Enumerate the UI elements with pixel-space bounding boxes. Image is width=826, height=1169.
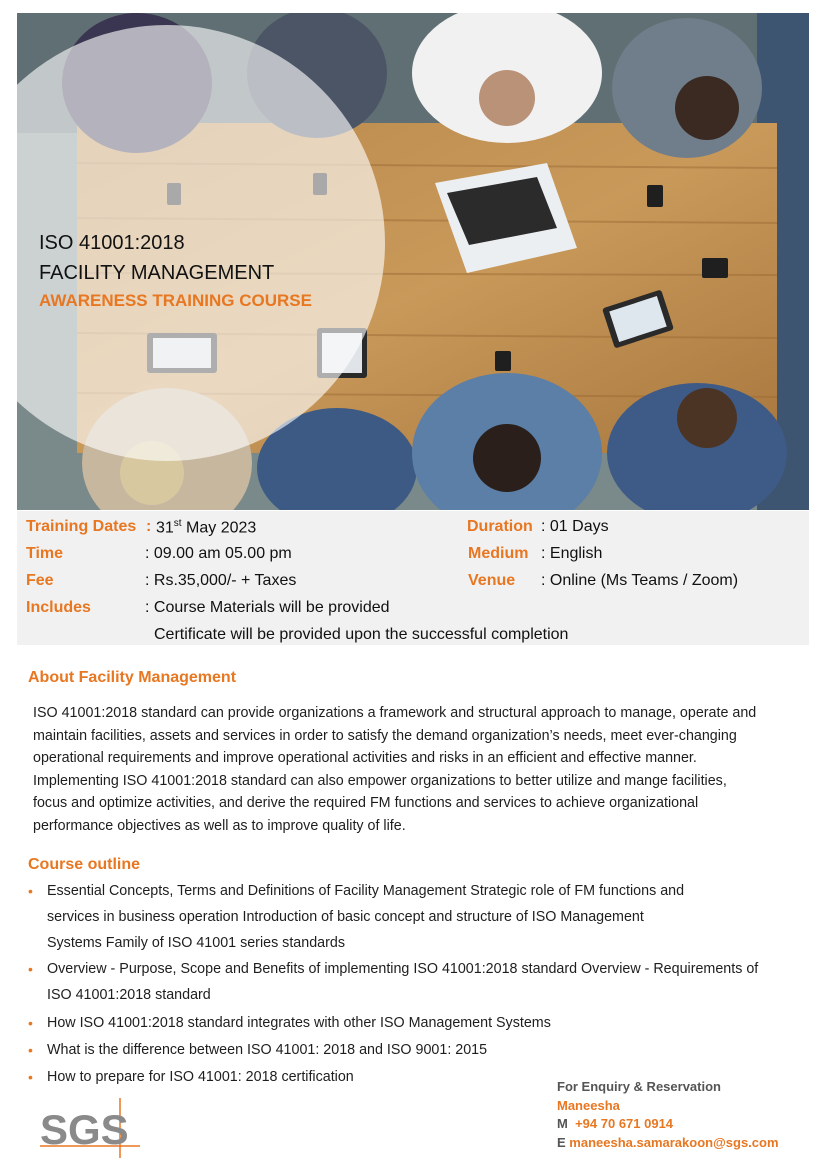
bullet-icon: • — [28, 883, 33, 899]
duration-value: : 01 Days — [541, 518, 609, 535]
about-line: focus and optimize activities, and derive the required FM functions and services to achieve organizational — [33, 795, 699, 812]
sgs-logo — [40, 1098, 140, 1158]
contact-email-row — [557, 1134, 779, 1153]
venue-label: Venue — [468, 572, 516, 589]
phone-prefix: M — [557, 1116, 568, 1131]
includes-label: Includes — [26, 599, 91, 616]
contact-phone-row — [557, 1115, 779, 1134]
about-line: maintain facilities, assets and services in order to satisfy the demand organization’s needs, meet ever-changing — [33, 727, 737, 744]
course-title-standard: ISO 41001:2018 — [39, 232, 185, 254]
list-item-text: How ISO 41001:2018 standard integrates with other ISO Management Systems — [47, 1015, 551, 1031]
course-title-subject: FACILITY MANAGEMENT — [39, 262, 275, 284]
training-dates-label: Training Dates — [26, 518, 137, 535]
contact-email[interactable]: maneesha.samarakoon@sgs.com — [569, 1134, 779, 1150]
email-prefix: E — [557, 1134, 566, 1150]
training-dates-colon: : — [146, 518, 152, 535]
bullet-icon: • — [28, 961, 33, 977]
includes-value: : Course Materials will be provided — [145, 599, 390, 616]
contact-block — [557, 1078, 779, 1152]
fee-label: Fee — [26, 572, 54, 589]
course-title — [39, 228, 312, 314]
list-item-text: Essential Concepts, Terms and Definitions of Facility Management Strategic role of FM functions and services in business operation Introduction of basic concept and structure of ISO Management Systems Family of ISO 41001 series standards — [47, 883, 685, 951]
time-value: : 09.00 am 05.00 pm — [145, 545, 292, 562]
bullet-icon: • — [28, 1015, 33, 1031]
about-heading: About Facility Management — [28, 669, 237, 686]
contact-heading: For Enquiry & Reservation — [557, 1079, 721, 1094]
bullet-icon: • — [28, 1042, 33, 1058]
bullet-icon: • — [28, 1069, 33, 1085]
venue-value: : Online (Ms Teams / Zoom) — [541, 572, 739, 589]
contact-name: Maneesha — [557, 1097, 620, 1113]
includes-value-2: Certificate will be provided upon the successful completion — [154, 626, 569, 643]
about-line: operational requirements and improve operational activities and risks in an efficient and effective manner. — [33, 750, 697, 767]
time-label: Time — [26, 545, 64, 562]
fee-value: : Rs.35,000/- + Taxes — [145, 572, 297, 589]
course-outline-heading: Course outline — [28, 856, 141, 873]
list-item-text: Overview - Purpose, Scope and Benefits of implementing ISO 41001:2018 standard Overview - Requirements of ISO 41001:2018 standard — [47, 961, 759, 1003]
training-dates-value: 31st May 2023 — [156, 518, 257, 537]
hero-image — [17, 13, 809, 510]
contact-phone[interactable]: +94 70 671 0914 — [575, 1116, 674, 1131]
duration-label: Duration — [467, 518, 533, 535]
list-item-text: What is the difference between ISO 41001: 2018 and ISO 9001: 2015 — [47, 1042, 488, 1058]
about-line: performance objectives as well as to improve quality of life. — [33, 817, 406, 834]
course-details-panel — [17, 511, 809, 645]
sgs-logo-text: SGS — [40, 1106, 129, 1153]
medium-value: : English — [541, 545, 603, 562]
course-title-type: AWARENESS TRAINING COURSE — [39, 291, 312, 310]
about-line: Implementing ISO 41001:2018 standard can also empower organizations to better utilize and mange facilities, — [33, 772, 727, 789]
about-line: ISO 41001:2018 standard can provide organizations a framework and structural approach to manage, operate and — [33, 705, 757, 721]
list-item-text: How to prepare for ISO 41001: 2018 certification — [47, 1069, 354, 1085]
about-paragraph — [33, 702, 808, 838]
medium-label: Medium — [468, 545, 529, 562]
